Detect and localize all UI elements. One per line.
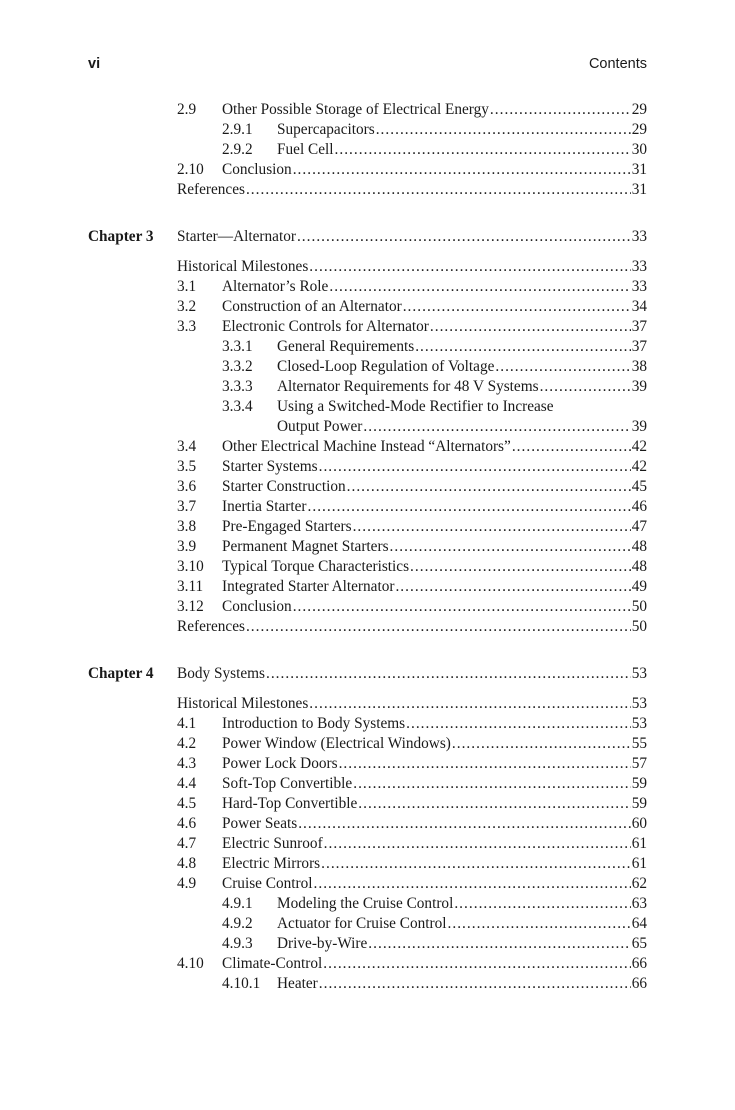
entry-title: Starter Construction [222,478,346,495]
dot-leader [309,257,630,277]
entry-title: Power Seats [222,815,298,832]
toc-entry [0,754,735,774]
toc-entry [0,297,735,317]
page-number: 39 [631,378,647,395]
entry-title: Modeling the Cruise Control [277,895,454,912]
toc-entry [0,417,735,437]
entry-title: Electronic Controls for Alternator [222,318,429,335]
section-number: 4.9.1 [222,895,253,912]
section-number: 4.9.2 [222,915,253,932]
section-number: 2.9.2 [222,141,253,158]
chapter-label: Chapter 4 [88,665,154,682]
entry-title: Closed-Loop Regulation of Voltage [277,358,495,375]
page-number: 47 [631,518,647,535]
page-number: 66 [631,975,647,992]
section-number: 3.12 [177,598,204,615]
entry-title: Starter Systems [222,458,318,475]
section-number: 3.1 [177,278,197,295]
toc-entry [0,734,735,754]
entry-title: Electric Sunroof [222,835,323,852]
entry-title: Electric Mirrors [222,855,321,872]
toc-entry [0,694,735,714]
entry-title: Alternator Requirements for 48 V Systems [277,378,539,395]
entry-title: Actuator for Cruise Control [277,915,447,932]
section-number: 3.2 [177,298,197,315]
toc-entry [0,794,735,814]
section-number: 3.5 [177,458,197,475]
dot-leader [323,954,630,974]
dot-leader [512,437,631,457]
dot-leader [430,317,631,337]
dot-leader [363,417,630,437]
section-number: 2.9.1 [222,121,253,138]
toc-entry [0,714,735,734]
toc-entry [0,834,735,854]
page-number: 42 [631,438,647,455]
toc-entry [0,814,735,834]
page-number: 49 [631,578,647,595]
section-number: 3.9 [177,538,197,555]
dot-leader [353,517,631,537]
toc-entry [0,914,735,934]
page-number: 53 [631,665,647,682]
toc-chapter-entry [0,227,735,247]
toc-entry [0,180,735,200]
page-number: 33 [631,228,647,245]
entry-title: Conclusion [222,598,292,615]
entry-title: Other Electrical Machine Instead “Alternators” [222,438,511,455]
dot-leader [266,664,631,684]
dot-leader [335,140,631,160]
dot-leader [452,734,631,754]
page-number: 59 [631,795,647,812]
dot-leader [353,774,630,794]
entry-title: Integrated Starter Alternator [222,578,395,595]
dot-leader [246,180,631,200]
dot-leader [314,874,631,894]
section-number: 3.8 [177,518,197,535]
page-number: 53 [631,695,647,712]
dot-leader [298,814,631,834]
dot-leader [390,537,631,557]
entry-title: Historical Milestones [177,695,309,712]
page-number: 31 [631,161,647,178]
toc-chapter-entry [0,664,735,684]
entry-title: Other Possible Storage of Electrical Energy [222,101,489,118]
entry-title: Introduction to Body Systems [222,715,406,732]
section-number: 3.3.1 [222,338,253,355]
section-number: 3.3.3 [222,378,253,395]
section-number: 4.7 [177,835,197,852]
page-number: 61 [631,855,647,872]
toc-entry [0,774,735,794]
toc-entry [0,337,735,357]
toc-entry [0,397,735,417]
dot-leader [319,457,631,477]
toc-entry [0,100,735,120]
page-number: 50 [631,618,647,635]
page-number: 37 [631,318,647,335]
entry-title: Cruise Control [222,875,313,892]
section-number: 3.11 [177,578,204,595]
page-number: 31 [631,181,647,198]
entry-title: References [177,181,245,198]
page-number: 48 [631,558,647,575]
dot-leader [403,297,631,317]
page-number: 46 [631,498,647,515]
dot-leader [415,337,631,357]
section-number: 3.3.4 [222,398,253,415]
dot-leader [358,794,630,814]
section-number: 4.6 [177,815,197,832]
running-head-title: Contents [588,56,647,72]
entry-title: Typical Torque Characteristics [222,558,410,575]
toc-entry [0,854,735,874]
section-number: 3.4 [177,438,197,455]
page-number: 60 [631,815,647,832]
entry-title: Conclusion [222,161,292,178]
section-number: 3.3.2 [222,358,253,375]
entry-title: Drive-by-Wire [277,935,368,952]
dot-leader [540,377,631,397]
page-number: 39 [631,418,647,435]
dot-leader [347,477,631,497]
toc-entry [0,974,735,994]
entry-title: Historical Milestones [177,258,309,275]
section-number: 4.9.3 [222,935,253,952]
page-number: 42 [631,458,647,475]
entry-title: Hard-Top Convertible [222,795,358,812]
toc-entry [0,457,735,477]
toc-entry [0,597,735,617]
dot-leader [406,714,631,734]
page-number: 30 [631,141,647,158]
entry-title: General Requirements [277,338,415,355]
toc-entry [0,277,735,297]
page-number: 50 [631,598,647,615]
dot-leader [321,854,631,874]
dot-leader [495,357,630,377]
entry-title: Construction of an Alternator [222,298,402,315]
toc-entry [0,140,735,160]
chapter-label: Chapter 3 [88,228,154,245]
entry-title: Permanent Magnet Starters [222,538,389,555]
toc-entry [0,160,735,180]
dot-leader [376,120,631,140]
dot-leader [293,160,631,180]
page-number: 57 [631,755,647,772]
toc-entry [0,934,735,954]
dot-leader [454,894,630,914]
page-number: 45 [631,478,647,495]
section-number: 3.6 [177,478,197,495]
toc-entry [0,537,735,557]
dot-leader [246,617,631,637]
dot-leader [490,100,631,120]
section-number: 4.5 [177,795,197,812]
section-number: 4.2 [177,735,197,752]
section-number: 4.1 [177,715,197,732]
dot-leader [308,497,631,517]
toc-entry [0,477,735,497]
dot-leader [324,834,631,854]
entry-title: Supercapacitors [277,121,375,138]
dot-leader [293,597,631,617]
running-head [88,56,647,76]
entry-title: Heater [277,975,318,992]
dot-leader [329,277,630,297]
dot-leader [368,934,630,954]
entry-title: Using a Switched-Mode Rectifier to Increase [277,398,554,415]
page-number: 38 [631,358,647,375]
page-number: 66 [631,955,647,972]
entry-title: Power Window (Electrical Windows) [222,735,451,752]
entry-title: Fuel Cell [277,141,334,158]
dot-leader [319,974,631,994]
entry-title: Soft-Top Convertible [222,775,353,792]
section-number: 4.10.1 [222,975,261,992]
page-folio: vi [88,56,101,72]
dot-leader [309,694,630,714]
page-number: 29 [631,101,647,118]
section-number: 4.9 [177,875,197,892]
section-number: 3.10 [177,558,204,575]
toc-entry [0,377,735,397]
toc-entry [0,317,735,337]
page-number: 55 [631,735,647,752]
toc-entry [0,517,735,537]
page-number: 34 [631,298,647,315]
dot-leader [410,557,631,577]
toc-entry [0,577,735,597]
page-number: 64 [631,915,647,932]
toc-entry [0,497,735,517]
section-number: 4.10 [177,955,204,972]
page-number: 61 [631,835,647,852]
page-number: 63 [631,895,647,912]
dot-leader [395,577,630,597]
entry-title: Starter—Alternator [177,228,296,245]
page-number: 33 [631,258,647,275]
entry-title: Output Power [277,418,363,435]
page-number: 59 [631,775,647,792]
toc-entry [0,874,735,894]
toc-entry [0,557,735,577]
toc-entry [0,894,735,914]
toc-entry [0,357,735,377]
section-number: 4.4 [177,775,197,792]
entry-title: Climate-Control [222,955,323,972]
page-number: 48 [631,538,647,555]
section-number: 3.3 [177,318,197,335]
page-number: 62 [631,875,647,892]
dot-leader [297,227,631,247]
toc-entry [0,120,735,140]
section-number: 2.10 [177,161,204,178]
page-number: 37 [631,338,647,355]
page-number: 53 [631,715,647,732]
entry-title: Power Lock Doors [222,755,338,772]
section-number: 4.3 [177,755,197,772]
entry-title: Pre-Engaged Starters [222,518,352,535]
toc-entry [0,437,735,457]
entry-title: References [177,618,245,635]
page-number: 29 [631,121,647,138]
toc-entry [0,954,735,974]
dot-leader [339,754,631,774]
page-number: 33 [631,278,647,295]
page-number: 65 [631,935,647,952]
entry-title: Body Systems [177,665,265,682]
toc-entry [0,617,735,637]
entry-title: Inertia Starter [222,498,307,515]
section-number: 4.8 [177,855,197,872]
toc-entry [0,257,735,277]
section-number: 3.7 [177,498,197,515]
dot-leader [448,914,631,934]
section-number: 2.9 [177,101,197,118]
entry-title: Alternator’s Role [222,278,329,295]
